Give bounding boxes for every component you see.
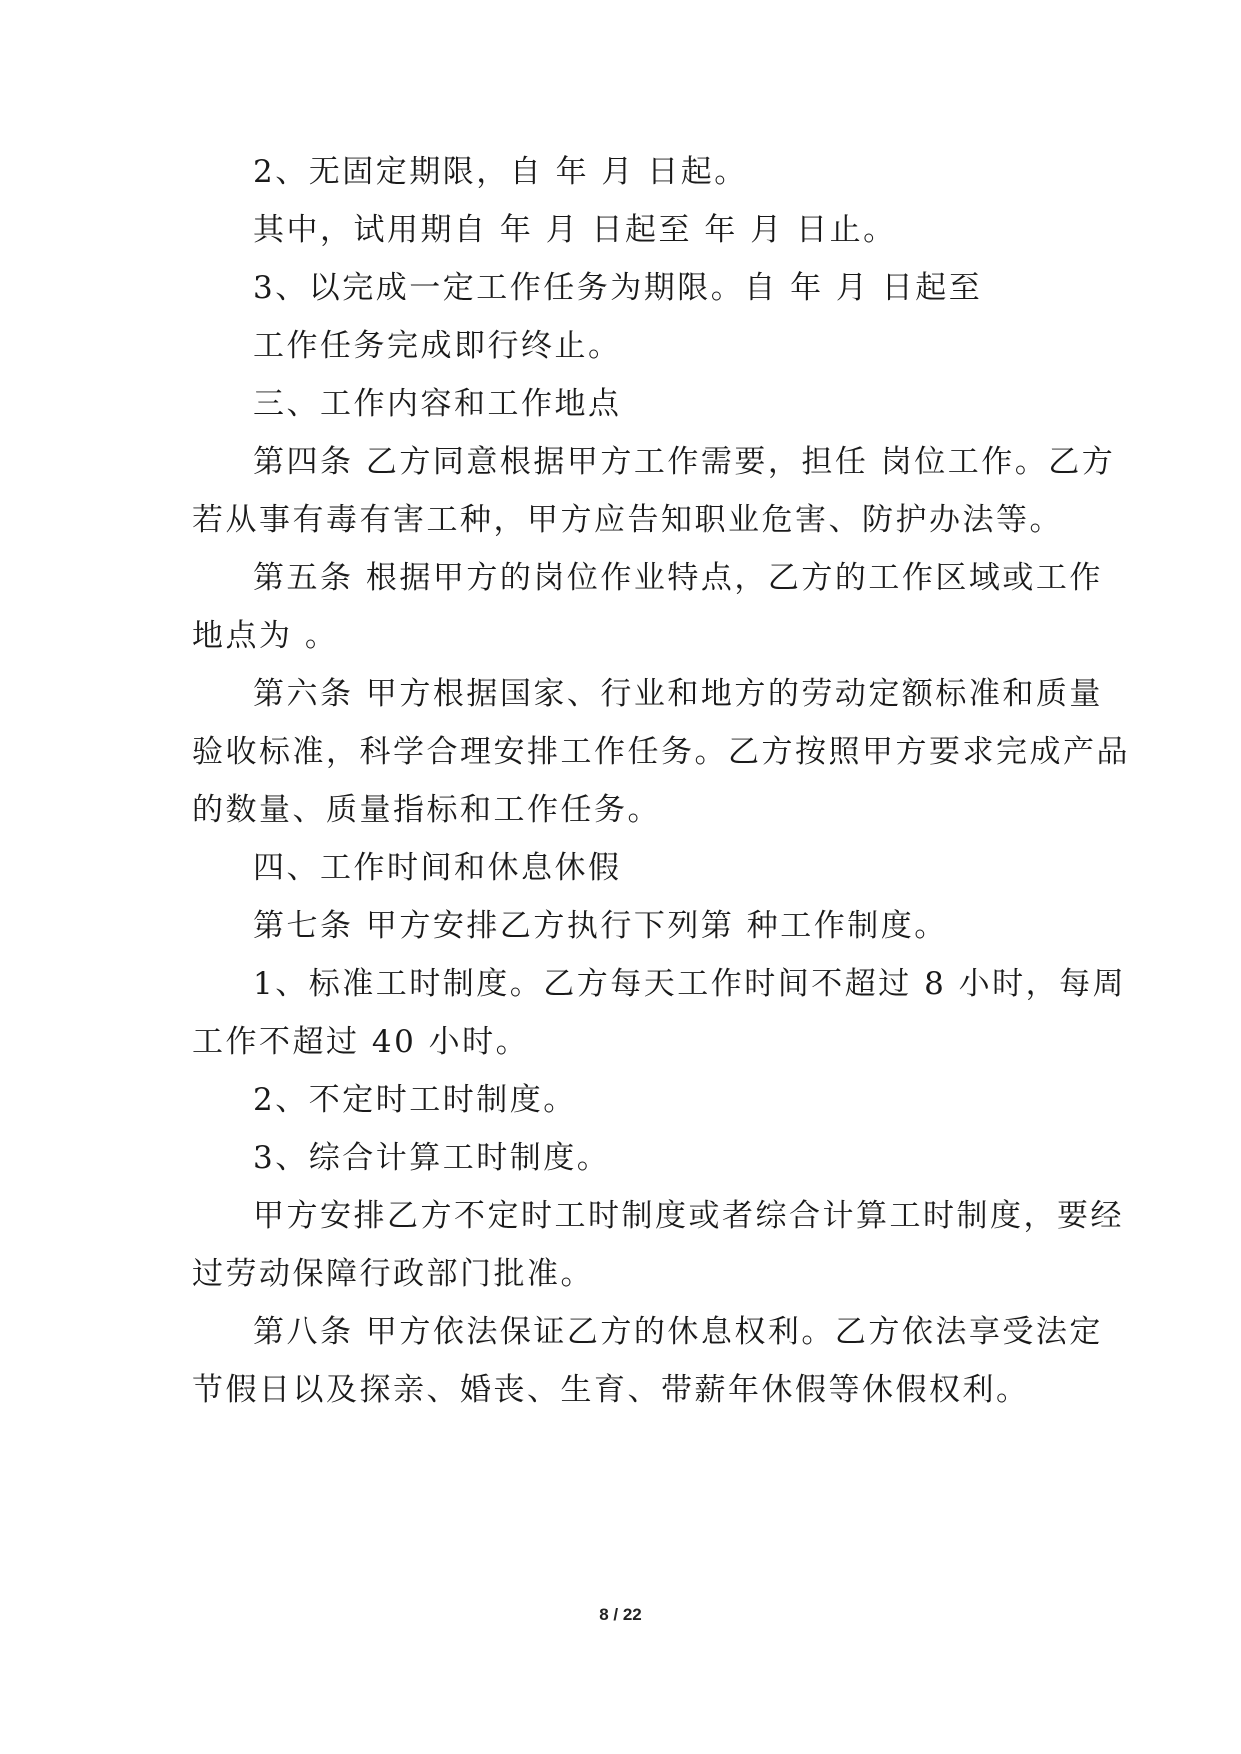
text-line: 若从事有毒有害工种，甲方应告知职业危害、防护办法等。 (192, 502, 1063, 538)
text-line: 第六条 甲方根据国家、行业和地方的劳动定额标准和质量 (253, 676, 1103, 712)
text-line: 的数量、质量指标和工作任务。 (192, 792, 661, 828)
text-line: 甲方安排乙方不定时工时制度或者综合计算工时制度，要经 (253, 1198, 1124, 1234)
section-heading: 三、工作内容和工作地点 (253, 386, 622, 422)
text-line: 第八条 甲方依法保证乙方的休息权利。乙方依法享受法定 (253, 1314, 1103, 1350)
text-line: 2、无固定期限，自 年 月 日起。 (253, 154, 748, 190)
text-line: 第五条 根据甲方的岗位作业特点，乙方的工作区域或工作 (253, 560, 1103, 596)
text-line: 工作不超过 40 小时。 (192, 1024, 530, 1060)
text-line: 2、不定时工时制度。 (253, 1082, 577, 1118)
text-line: 工作任务完成即行终止。 (253, 328, 622, 364)
text-line: 其中，试用期自 年 月 日起至 年 月 日止。 (253, 212, 897, 248)
text-line: 节假日以及探亲、婚丧、生育、带薪年休假等休假权利。 (192, 1372, 1030, 1408)
text-line: 1、标准工时制度。乙方每天工作时间不超过 8 小时，每周 (253, 966, 1127, 1002)
text-line: 3、综合计算工时制度。 (253, 1140, 611, 1176)
text-line: 3、以完成一定工作任务为期限。自 年 月 日起至 (253, 270, 983, 306)
page-number: 8 / 22 (599, 1605, 642, 1624)
section-heading: 四、工作时间和休息休假 (253, 850, 622, 886)
text-line: 验收标准，科学合理安排工作任务。乙方按照甲方要求完成产品 (192, 734, 1130, 770)
text-line: 地点为 。 (192, 618, 339, 654)
text-line: 第四条 乙方同意根据甲方工作需要，担任 岗位工作。乙方 (253, 444, 1116, 480)
text-line: 第七条 甲方安排乙方执行下列第 种工作制度。 (253, 908, 948, 944)
text-line: 过劳动保障行政部门批准。 (192, 1256, 594, 1292)
